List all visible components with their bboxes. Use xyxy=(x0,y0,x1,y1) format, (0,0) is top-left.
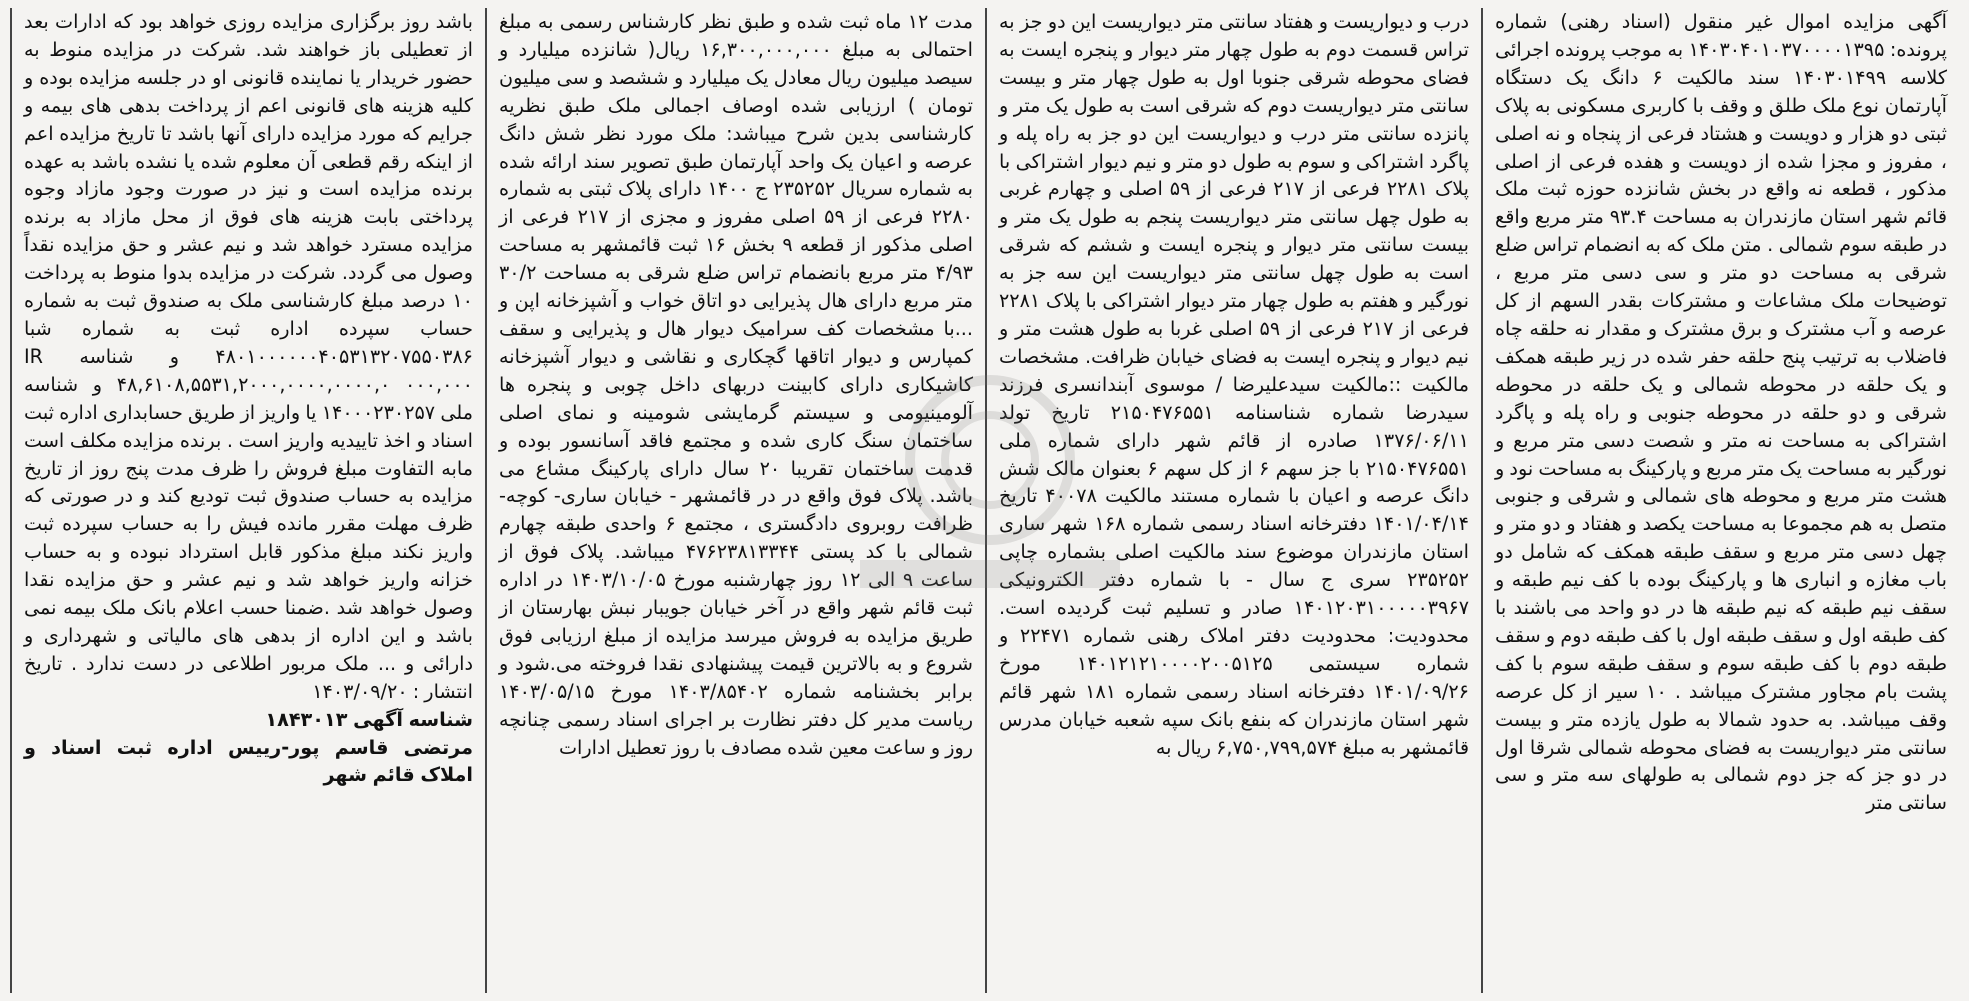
notice-column-2-text: درب و دیواریست و هفتاد سانتی متر دیواریست این دو جز به تراس قسمت دوم به طول چهار متر دیوار و پنجره ایست به فضای محوطه شرقی جنوبا اول به طول چهار متر و بیست سانتی متر دیواریست دوم که شرقی است به طول یک متر و پانزده سانتی متر درب و دیواریست این دو جز به راه پله و پاگرد اشتراکی و سوم به طول دو متر و نیم دیوار اشتراکی با پلاک ۲۲۸۱ فرعی از ۲۱۷ فرعی از ۵۹ اصلی و چهارم غربی به طول چهل سانتی متر دیواریست پنجم به طول یک متر و بیست سانتی متر دیوار و پنجره ایست و ششم که شرقی است به طول چهل سانتی متر دیواریست این سه جز به نورگیر و هفتم به طول چهار متر دیوار اشتراکی با پلاک ۲۲۸۱ فرعی از ۲۱۷ فرعی از ۵۹ اصلی غربا به طول هشت متر و نیم دیوار و پنجره ایست به فضای خیابان ظرافت. مشخصات مالکیت ::مالکیت سیدعلیرضا / موسوی آبندانسری فرزند سیدرضا شماره شناسنامه ۲۱۵۰۴۷۶۵۵۱ تاریخ تولد ۱۳۷۶/۰۶/۱۱ صادره از قائم شهر دارای شماره ملی ۲۱۵۰۴۷۶۵۵۱ با جز سهم ۶ از کل سهم ۶ بعنوان مالک شش دانگ عرصه و اعیان با شماره مستند مالکیت ۴۰۰۷۸ تاریخ ۱۴۰۱/۰۴/۱۴ دفترخانه اسناد رسمی شماره ۱۶۸ شهر ساری استان مازندران موضوع سند مالکیت اصلی بشماره چاپی ۲۳۵۲۵۲ سری ج سال - با شماره دفتر الکترونیکی ۱۴۰۱۲۰۳۱۰۰۰۰۰۳۹۶۷ صادر و تسلیم ثبت گردیده است. محدودیت: محدودیت دفتر املاک رهنی شماره ۲۲۴۷۱ و شماره سیستمی ۱۴۰۱۲۱۲۱۰۰۰۰۲۰۰۵۱۲۵ مورخ ۱۴۰۱/۰۹/۲۶ دفترخانه اسناد رسمی شماره ۱۸۱ شهر قائم شهر استان مازندران که بنفع بانک سپه شعبه خیابان مدرس قائمشهر به مبلغ ۶,۷۵۰,۷۹۹,۵۷۴ ریال به xyxy=(999,10,1470,759)
notice-column-4 xyxy=(10,8,485,993)
notice-column-1 xyxy=(1481,8,1959,993)
signature: مرتضی قاسم پور-رییس اداره ثبت اسناد و املاک قائم شهر xyxy=(24,735,473,787)
notice-column-3 xyxy=(485,8,985,993)
notice-column-3-text: مدت ۱۲ ماه ثبت شده و طبق نظر کارشناس رسمی به مبلغ احتمالی به مبلغ ۱۶,۳۰۰,۰۰۰,۰۰۰ ریال( شانزده میلیارد و سیصد میلیون ریال معادل یک میلیارد و ششصد و سی میلیون تومان ) ارزیابی شده اوصاف اجمالی ملک طبق نظریه کارشناسی بدین شرح میباشد: ملک مورد نظر شش دانگ عرصه و اعیان یک واحد آپارتمان طبق تصویر سند ارائه شده به شماره سریال ۲۳۵۲۵۲ ج ۱۴۰۰ دارای پلاک ثبتی به شماره ۲۲۸۰ فرعی از ۵۹ اصلی مفروز و مجزی از ۲۱۷ فرعی از اصلی مذکور از قطعه ۹ بخش ۱۶ ثبت قائمشهر به مساحت ۴/۹۳ متر مربع بانضمام تراس ضلع شرقی به مساحت ۳۰/۲ متر مربع دارای هال پذیرایی دو اتاق خواب و آشپزخانه اپن و ...با مشخصات کف سرامیک دیوار هال و پذیرایی و سقف کمپارس و دیوار اتاقها گچکاری و نقاشی و دیوار آشپزخانه کاشیکاری دارای کابینت دربهای داخل چوبی و پنجره ها آلومینیومی و سیستم گرمایشی شومینه و نمای اصلی ساختمان سنگ کاری شده و مجتمع فاقد آسانسور بوده و قدمت ساختمان تقریبا ۲۰ سال دارای پارکینگ مشاع می باشد. پلاک فوق واقع در در قائمشهر - خیابان ساری- کوچه- ظرافت روبروی دادگستری ، مجتمع ۶ واحدی طبقه چهارم شمالی با کد پستی ۴۷۶۲۳۸۱۳۳۴۴ میباشد. پلاک فوق از ساعت ۹ الی ۱۲ روز چهارشنبه مورخ ۱۴۰۳/۱۰/۰۵ در اداره ثبت قائم شهر واقع در آخر خیابان جویبار نبش بهارستان از طریق مزایده به فروش میرسد مزایده از مبلغ ارزیابی فوق شروع و به بالاترین قیمت پیشنهادی نقدا فروخته می.شود و برابر بخشنامه شماره ۱۴۰۳/۸۵۴۰۲ مورخ ۱۴۰۳/۰۵/۱۵ ریاست مدیر کل دفتر نظارت بر اجرای اسناد رسمی چنانچه روز و ساعت معین شده مصادف با روز تعطیل ادارات xyxy=(499,10,974,759)
notice-column-2 xyxy=(985,8,1481,993)
notice-id: شناسه آگهی ۱۸۴۳۰۱۳ xyxy=(265,707,473,731)
notice-column-4-text: باشد روز برگزاری مزایده روزی خواهد بود که ادارات بعد از تعطیلی باز خواهند شد. شرکت در مزایده منوط به حضور خریدار یا نماینده قانونی او در جلسه مزایده بوده و کلیه هزینه های قانونی اعم از پرداخت بدهی های بیمه و جرایم که مورد مزایده دارای آنها باشد تا تاریخ مزایده اعم از اینکه رقم قطعی آن معلوم شده یا نشده باشد به عهده برنده مزایده است و نیز در صورت وجود مازاد وجوه پرداختی بابت هزینه های فوق از محل مازاد به برنده مزایده مسترد خواهد شد و نیم عشر و حق مزایده نقداً وصول می گردد. شرکت در مزایده بدوا منوط به پرداخت ۱۰ درصد مبلغ کارشناسی ملک به صندوق ثبت به شماره حساب سپرده اداره ثبت به شماره شبا ۴۸۰۱۰۰۰۰۰۰۴۰۵۳۱۳۲۰۷۵۵۰۳۸۶ و شناسه IR ۴۸,۶۱۰۸,۵۵۳۱,۲۰۰۰,۰۰۰۰,۰۰۰۰,۰ ۰۰۰,۰۰۰ و شناسه ملی ۱۴۰۰۰۲۳۰۲۵۷ یا واریز از طریق حسابداری اداره ثبت اسناد و اخذ تاییدیه واریز است . برنده مزایده مکلف است مابه التفاوت مبلغ فروش را ظرف مدت پنج روز از تاریخ مزایده به حساب صندوق ثبت تودیع کند و در صورتی که ظرف مهلت مقرر مانده فیش را به حساب سپرده ثبت واریز نکند مبلغ مذکور قابل استرداد نبوده و به حساب خزانه واریز خواهد شد و نیم عشر و حق مزایده نقدا وصول خواهد شد .ضمنا حسب اعلام بانک ملک بیمه نمی باشد و این اداره از بدهی های مالیاتی و شهرداری و دارائی و ... ملک مربور اطلاعی در دست ندارد . تاریخ انتشار : ۱۴۰۳/۰۹/۲۰ xyxy=(24,10,473,703)
notice-column-1-text: آگهی مزایده اموال غیر منقول (اسناد رهنی) شماره پرونده: ۱۴۰۳۰۴۰۱۰۳۷۰۰۰۰۱۳۹۵ به موجب پرونده اجرائی کلاسه ۱۴۰۳۰۱۴۹۹ سند مالکیت ۶ دانگ یک دستگاه آپارتمان نوع ملک طلق و وقف با کاربری مسکونی به پلاک ثبتی دو هزار و دویست و هشتاد فرعی از پنجاه و نه اصلی ، مفروز و مجزا شده از دویست و هفده فرعی از اصلی مذکور ، قطعه نه واقع در بخش شانزده حوزه ثبت ملک قائم شهر استان مازندران به مساحت ۹۳.۴ متر مربع واقع در طبقه سوم شمالی . متن ملک که به انضمام تراس ضلع شرقی به مساحت دو متر و سی دسی متر مربع ، توضیحات ملک مشاعات و مشترکات بقدر السهم از کل عرصه و آب مشترک و برق مشترک و مقدار نه حلقه چاه فاضلاب به ترتیب پنج حلقه حفر شده در زیر طبقه همکف و یک حلقه در محوطه شمالی و یک حلقه در محوطه شرقی و دو حلقه در محوطه جنوبی و راه پله و پاگرد اشتراکی به مساحت نه متر و شصت دسی متر مربع و نورگیر به مساحت یک متر مربع و پارکینگ به مساحت نود و هشت متر مربع و محوطه های شمالی و شرقی و جنوبی متصل به هم مجموعا به مساحت یکصد و هفتاد و دو متر و چهل دسی متر مربع و سقف طبقه همکف که شامل دو باب مغازه و انباری ها و پارکینگ بوده با کف نیم طبقه و سقف نیم طبقه که نیم طبقه ها در دو واحد می باشند با کف طبقه اول و سقف طبقه اول با کف طبقه دوم و سقف طبقه دوم با کف طبقه سوم و سقف طبقه سوم با کف پشت بام مجاور مشترک میباشد . ۱۰ سیر از کل عرصه وقف میباشد. به حدود شمالا به طول یازده متر و بیست سانتی متر دیواریست به فضای محوطه شمالی شرقا اول در دو جز که جز دوم شمالی به طولهای سه متر و سی سانتی متر xyxy=(1495,10,1947,815)
